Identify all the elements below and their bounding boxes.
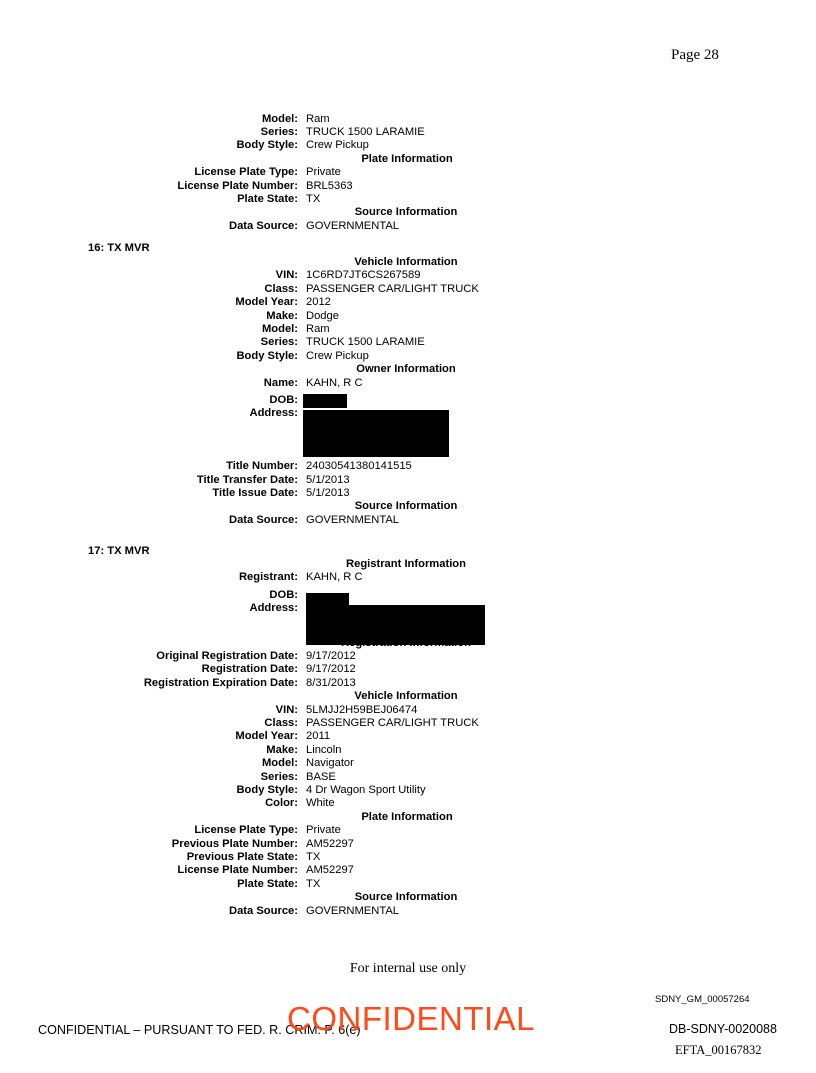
field-value: 5/1/2013 <box>306 487 350 499</box>
section-heading-text: Vehicle Information <box>354 690 458 703</box>
field-value: PASSENGER CAR/LIGHT TRUCK <box>306 717 479 729</box>
field-value: TX <box>306 877 321 890</box>
field-label: Registration Date: <box>201 663 298 676</box>
field-value: PASSENGER CAR/LIGHT TRUCK <box>306 282 479 295</box>
field-label: VIN: <box>275 269 298 282</box>
field-row <box>0 323 816 336</box>
field-value: 2012 <box>306 296 331 309</box>
field-value: GOVERNMENTAL <box>306 904 400 917</box>
field-label: Model Year: <box>235 730 298 743</box>
field-row <box>0 663 816 676</box>
section-heading-text: Plate Information <box>361 810 453 823</box>
section-heading <box>0 153 816 166</box>
field-label: Original Registration Date: <box>156 650 298 662</box>
bates-sdny: SDNY_GM_00057264 <box>655 994 750 1005</box>
field-label: VIN: <box>275 703 298 716</box>
field-value: GOVERNMENTAL <box>306 219 400 232</box>
field-label: Title Issue Date: <box>212 487 298 499</box>
field-value: Lincoln <box>306 743 342 756</box>
field-row <box>0 878 816 891</box>
confidential-notice: CONFIDENTIAL – PURSUANT TO FED. R. CRIM. P. 6(e) <box>38 1023 361 1037</box>
field-value: BRL5363 <box>306 179 353 192</box>
field-label: Class: <box>264 717 298 729</box>
efta-number: EFTA_00167832 <box>675 1043 762 1057</box>
field-label: Model: <box>261 757 298 770</box>
field-label: Data Source: <box>228 513 298 526</box>
field-label: License Plate Number: <box>177 864 298 877</box>
field-label: Series: <box>260 770 298 783</box>
field-label: Title Transfer Date: <box>196 473 298 486</box>
field-row <box>0 350 816 363</box>
field-value: 5LMJJ2H59BEJ06474 <box>306 703 418 716</box>
field-row <box>0 704 816 717</box>
field-value: Private <box>306 166 341 179</box>
field-row <box>0 474 816 487</box>
field-value: KAHN, R C <box>306 571 363 584</box>
field-label: Plate State: <box>237 877 298 890</box>
field-row <box>0 269 816 282</box>
field-value: 9/17/2012 <box>306 650 356 662</box>
section-heading <box>0 558 816 571</box>
field-row <box>0 677 816 690</box>
section-heading-text: Source Information <box>354 500 458 513</box>
field-value: Ram <box>306 112 330 125</box>
field-value: Crew Pickup <box>306 349 369 362</box>
field-row <box>0 487 816 500</box>
field-label: Class: <box>264 282 298 295</box>
redaction-address-16 <box>303 410 449 457</box>
field-row <box>0 377 816 390</box>
field-label: Name: <box>263 376 298 389</box>
section-heading <box>0 500 816 513</box>
field-label: Address: <box>249 407 298 420</box>
field-label: Color: <box>265 797 298 810</box>
field-value: Dodge <box>306 309 339 322</box>
field-row <box>0 784 816 797</box>
field-value: Navigator <box>306 757 354 770</box>
field-value: BASE <box>306 770 336 783</box>
field-label: Plate State: <box>237 192 298 205</box>
field-value: 24030541380141515 <box>306 460 412 473</box>
field-row <box>0 193 816 206</box>
field-value: Ram <box>306 323 330 335</box>
section-heading <box>0 363 816 376</box>
page-number: Page 28 <box>671 47 719 63</box>
field-row <box>0 797 816 810</box>
field-row <box>0 310 816 323</box>
field-label: Model Year: <box>235 296 298 309</box>
field-label: Title Number: <box>226 460 298 473</box>
field-row <box>0 730 816 743</box>
internal-use-notice: For internal use only <box>349 961 467 976</box>
field-row <box>0 851 816 864</box>
redaction-dob-16 <box>303 394 347 408</box>
field-label: Body Style: <box>236 349 298 362</box>
field-label: Series: <box>260 336 298 349</box>
field-label: Registration Expiration Date: <box>143 676 298 689</box>
field-value: White <box>306 797 335 810</box>
field-row <box>0 139 816 152</box>
section-heading-text: Owner Information <box>356 363 456 376</box>
field-value: 4 Dr Wagon Sport Utility <box>306 784 426 796</box>
field-row <box>0 571 816 584</box>
field-label: Registrant: <box>238 571 298 584</box>
section-heading <box>0 690 816 703</box>
field-value: TX <box>306 192 321 205</box>
section-heading-text: Source Information <box>354 891 458 904</box>
section-heading <box>0 256 816 269</box>
field-value: Private <box>306 824 341 837</box>
field-label: Model: <box>261 323 298 335</box>
field-value: TX <box>306 851 321 863</box>
field-value: 9/17/2012 <box>306 663 356 676</box>
field-label: Address: <box>249 602 298 615</box>
field-value: 2011 <box>306 730 331 743</box>
section-heading-text: Source Information <box>354 206 458 219</box>
field-row <box>0 757 816 770</box>
field-label: License Plate Type: <box>194 166 298 179</box>
field-label: Data Source: <box>228 219 298 232</box>
section-heading-text: Plate Information <box>361 152 453 165</box>
field-row <box>0 336 816 349</box>
field-label: Make: <box>266 309 298 322</box>
field-value: KAHN, R C <box>306 376 363 389</box>
field-row <box>0 589 816 602</box>
field-label: License Plate Number: <box>177 179 298 192</box>
field-label: Body Style: <box>236 139 298 152</box>
field-value: AM52297 <box>306 837 354 850</box>
field-row <box>0 744 816 757</box>
field-row <box>0 771 816 784</box>
field-label: Body Style: <box>236 784 298 796</box>
field-row <box>0 283 816 296</box>
field-value: GOVERNMENTAL <box>306 513 400 526</box>
field-row <box>0 460 816 473</box>
field-value: TRUCK 1500 LARAMIE <box>306 336 425 349</box>
field-label: Series: <box>260 125 298 138</box>
field-row <box>0 126 816 139</box>
field-value: AM52297 <box>306 864 354 877</box>
field-label: DOB: <box>269 394 298 406</box>
field-value: 5/1/2013 <box>306 473 350 486</box>
field-label: DOB: <box>269 588 298 601</box>
db-number: DB-SDNY-0020088 <box>669 1022 777 1036</box>
section-heading <box>0 811 816 824</box>
field-row <box>0 166 816 179</box>
field-row <box>0 864 816 877</box>
field-label: Make: <box>266 743 298 756</box>
field-value: 1C6RD7JT6CS267589 <box>306 269 421 282</box>
field-row <box>0 824 816 837</box>
field-value: Crew Pickup <box>306 139 369 152</box>
field-row <box>0 514 816 527</box>
field-row <box>0 838 816 851</box>
section-heading <box>0 206 816 219</box>
section-heading-text: Vehicle Information <box>354 256 458 268</box>
field-row <box>0 220 816 233</box>
record-title: 17: TX MVR <box>88 545 150 557</box>
field-row <box>0 180 816 193</box>
field-value: TRUCK 1500 LARAMIE <box>306 125 425 138</box>
field-label: Data Source: <box>228 904 298 917</box>
section-heading-text: Registrant Information <box>346 558 466 570</box>
field-label: License Plate Type: <box>194 824 298 837</box>
redaction-address-17 <box>306 605 485 645</box>
field-row <box>0 113 816 126</box>
field-row <box>0 717 816 730</box>
field-value: 8/31/2013 <box>306 676 356 689</box>
field-row <box>0 650 816 663</box>
field-label: Model: <box>261 112 298 125</box>
record-title: 16: TX MVR <box>88 242 150 254</box>
field-row <box>0 905 816 918</box>
field-label: Previous Plate State: <box>186 851 298 863</box>
field-row <box>0 394 816 407</box>
field-label: Previous Plate Number: <box>171 837 298 850</box>
confidential-stamp: CONFIDENTIAL <box>287 1000 536 1037</box>
section-heading <box>0 891 816 904</box>
field-row <box>0 296 816 309</box>
